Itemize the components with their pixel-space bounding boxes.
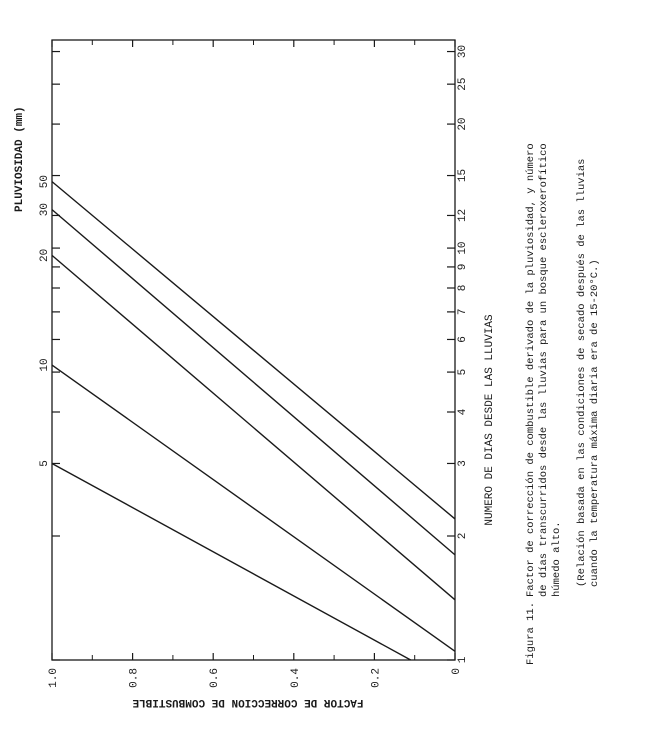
series-line-50mm — [52, 182, 455, 519]
days-tick-label: 20 — [457, 117, 469, 131]
series-line-20mm — [52, 255, 455, 599]
factor-tick-label: 0.6 — [209, 668, 222, 688]
caption-line-2: de días transcurridos desde las lluvias para un bosque escleroxerofítico — [538, 143, 550, 597]
caption-line-1: Factor de corrección de combustible derivado de la pluviosidad, y número — [525, 143, 537, 597]
factor-tick-label: 0.2 — [370, 668, 383, 688]
rainfall-tick-label: 50 — [39, 175, 51, 189]
factor-axis-ticks — [48, 40, 463, 688]
factor-tick-label: 0.4 — [289, 668, 302, 688]
days-tick-label: 2 — [457, 532, 469, 540]
caption-figure-label: Figura 11. — [525, 601, 537, 665]
rainfall-axis-label: PLUVIOSIDAD (mm) — [14, 106, 26, 212]
series-line-10mm — [52, 365, 455, 651]
days-tick-label: 6 — [457, 336, 469, 343]
rainfall-axis-ticks — [39, 175, 51, 467]
caption-note-line-1: (Relación basada en las condiciones de secado después de las lluvias — [576, 158, 588, 587]
series-line-30mm — [52, 210, 455, 555]
days-tick-label: 12 — [457, 208, 469, 223]
days-tick-label: 4 — [457, 408, 469, 416]
caption-note-line-2: cuando la temperatura máxima diaria era de 15-20°C.) — [589, 259, 601, 587]
rainfall-tick-label: 10 — [39, 358, 51, 372]
days-axis-label: NUMERO DE DIAS DESDE LAS LLUVIAS — [484, 314, 496, 526]
factor-tick-label: 1.0 — [48, 668, 60, 688]
rainfall-tick-label: 30 — [39, 202, 51, 217]
days-tick-label: 3 — [457, 460, 469, 467]
days-tick-label: 7 — [457, 308, 469, 316]
days-tick-label: 30 — [457, 44, 469, 59]
days-tick-label: 5 — [457, 368, 469, 376]
factor-tick-label: 0 — [451, 668, 463, 675]
days-tick-label: 25 — [457, 77, 469, 91]
days-axis-ticks — [52, 45, 469, 663]
series-lines — [52, 182, 455, 660]
days-tick-label: 8 — [457, 284, 469, 292]
days-tick-label: 1 — [457, 656, 469, 664]
caption-line-3: húmedo alto. — [551, 521, 563, 597]
days-tick-label: 9 — [457, 263, 469, 271]
rainfall-tick-label: 20 — [39, 248, 51, 262]
days-tick-label: 10 — [457, 241, 469, 255]
rainfall-tick-label: 5 — [39, 460, 51, 467]
factor-tick-label: 0.8 — [128, 668, 141, 688]
factor-axis-label: FACTOR DE CORRECCION DE COMBUSTIBLE — [132, 696, 364, 708]
figure-caption — [525, 143, 601, 665]
days-tick-label: 15 — [457, 168, 469, 183]
